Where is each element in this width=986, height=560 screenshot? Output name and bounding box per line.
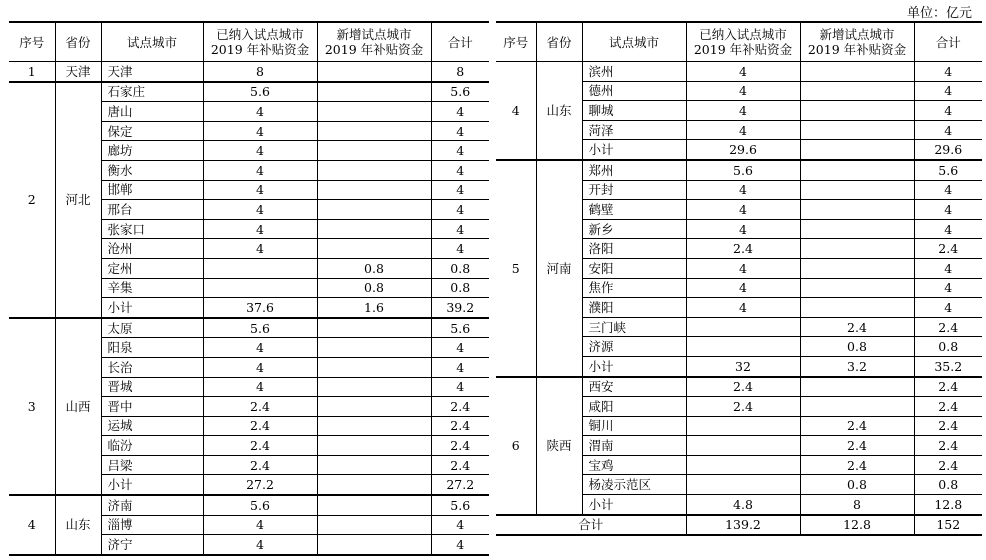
existing-subsidy-cell	[686, 436, 800, 456]
total-cell: 4	[431, 515, 489, 535]
total-cell: 2.4	[914, 239, 982, 259]
city-cell: 咸阳	[582, 397, 686, 417]
header-no: 序号	[496, 22, 536, 62]
header-total: 合计	[431, 22, 489, 62]
total-cell: 8	[431, 62, 489, 82]
total-cell: 4	[431, 180, 489, 200]
total-cell: 35.2	[914, 356, 982, 376]
city-cell: 晋城	[101, 377, 203, 397]
existing-subsidy-cell: 2.4	[203, 416, 317, 436]
city-cell: 小计	[101, 298, 203, 318]
total-cell: 4	[431, 338, 489, 358]
header-city: 试点城市	[101, 22, 203, 62]
existing-subsidy-cell: 4	[686, 180, 800, 200]
city-cell: 沧州	[101, 239, 203, 259]
total-cell: 2.4	[914, 397, 982, 417]
existing-subsidy-cell: 4	[203, 219, 317, 239]
new-subsidy-cell	[317, 121, 431, 141]
new-subsidy-cell: 0.8	[317, 278, 431, 298]
grand-total-total: 152	[914, 515, 982, 536]
total-cell: 2.4	[431, 436, 489, 456]
total-cell: 2.4	[914, 455, 982, 475]
new-subsidy-cell	[317, 180, 431, 200]
header-row	[9, 22, 489, 62]
total-cell: 4	[914, 258, 982, 278]
table-row	[9, 62, 489, 82]
province-cell: 山东	[55, 495, 101, 555]
city-cell: 运城	[101, 416, 203, 436]
province-cell: 河南	[536, 160, 582, 377]
existing-subsidy-cell: 4	[203, 239, 317, 259]
total-cell: 4	[431, 200, 489, 220]
table-row	[496, 377, 982, 397]
total-cell: 4	[431, 102, 489, 122]
city-cell: 开封	[582, 180, 686, 200]
existing-subsidy-cell	[686, 475, 800, 495]
new-subsidy-cell: 0.8	[800, 475, 914, 495]
new-subsidy-cell	[317, 377, 431, 397]
existing-subsidy-cell	[686, 416, 800, 436]
total-cell: 4	[914, 62, 982, 82]
city-cell: 石家庄	[101, 82, 203, 102]
total-cell: 5.6	[914, 160, 982, 180]
existing-subsidy-cell: 4	[203, 357, 317, 377]
city-cell: 郑州	[582, 160, 686, 180]
table-row	[496, 62, 982, 82]
total-cell: 5.6	[431, 82, 489, 102]
city-cell: 吕梁	[101, 455, 203, 475]
total-cell: 4	[431, 160, 489, 180]
existing-subsidy-cell: 4	[203, 338, 317, 358]
city-cell: 长治	[101, 357, 203, 377]
existing-subsidy-cell: 5.6	[203, 82, 317, 102]
new-subsidy-cell	[800, 219, 914, 239]
new-subsidy-cell	[317, 219, 431, 239]
table-row	[496, 160, 982, 180]
new-subsidy-cell	[317, 62, 431, 82]
existing-subsidy-cell	[686, 317, 800, 337]
total-cell: 4	[914, 200, 982, 220]
existing-subsidy-cell: 4	[686, 298, 800, 318]
city-cell: 菏泽	[582, 120, 686, 140]
new-subsidy-cell	[800, 180, 914, 200]
new-subsidy-cell	[317, 357, 431, 377]
city-cell: 小计	[101, 475, 203, 495]
total-cell: 4	[431, 239, 489, 259]
city-cell: 小计	[582, 495, 686, 515]
existing-subsidy-cell	[203, 258, 317, 278]
group-number: 4	[9, 495, 55, 555]
city-cell: 德州	[582, 81, 686, 101]
new-subsidy-cell: 2.4	[800, 416, 914, 436]
existing-subsidy-cell: 4	[203, 535, 317, 555]
new-subsidy-cell	[317, 102, 431, 122]
city-cell: 杨凌示范区	[582, 475, 686, 495]
new-subsidy-cell	[800, 278, 914, 298]
new-subsidy-cell: 2.4	[800, 317, 914, 337]
city-cell: 太原	[101, 318, 203, 338]
city-cell: 济源	[582, 337, 686, 357]
new-subsidy-cell: 8	[800, 495, 914, 515]
city-cell: 阳泉	[101, 338, 203, 358]
existing-subsidy-cell: 2.4	[686, 239, 800, 259]
city-cell: 洛阳	[582, 239, 686, 259]
existing-subsidy-cell: 8	[203, 62, 317, 82]
total-cell: 2.4	[914, 317, 982, 337]
total-cell: 5.6	[431, 318, 489, 338]
total-cell: 4	[914, 298, 982, 318]
table-row	[9, 318, 489, 338]
existing-subsidy-cell: 2.4	[203, 397, 317, 417]
new-subsidy-cell	[800, 160, 914, 180]
existing-subsidy-cell: 4	[203, 200, 317, 220]
existing-subsidy-cell: 4	[686, 200, 800, 220]
total-cell: 0.8	[914, 475, 982, 495]
total-cell: 4	[431, 141, 489, 161]
new-subsidy-cell	[317, 495, 431, 515]
new-subsidy-cell	[800, 62, 914, 82]
city-cell: 天津	[101, 62, 203, 82]
existing-subsidy-cell: 4	[203, 141, 317, 161]
header-total: 合计	[914, 22, 982, 62]
existing-subsidy-cell: 32	[686, 356, 800, 376]
grand-total-label: 合计	[496, 515, 686, 536]
new-subsidy-cell	[317, 82, 431, 102]
existing-subsidy-cell: 5.6	[686, 160, 800, 180]
province-cell: 河北	[55, 82, 101, 318]
new-subsidy-cell	[317, 535, 431, 555]
total-cell: 4	[914, 81, 982, 101]
new-subsidy-cell	[800, 239, 914, 259]
total-cell: 27.2	[431, 475, 489, 495]
total-cell: 4	[431, 377, 489, 397]
new-subsidy-cell	[800, 397, 914, 417]
unit-label: 单位：亿元	[906, 6, 972, 21]
group-number: 6	[496, 377, 536, 515]
existing-subsidy-cell: 29.6	[686, 140, 800, 160]
city-cell: 小计	[582, 140, 686, 160]
city-cell: 济南	[101, 495, 203, 515]
new-subsidy-cell	[317, 416, 431, 436]
province-cell: 陕西	[536, 377, 582, 515]
existing-subsidy-cell: 4	[686, 258, 800, 278]
province-cell: 天津	[55, 62, 101, 82]
total-cell: 2.4	[914, 416, 982, 436]
existing-subsidy-cell: 5.6	[203, 495, 317, 515]
new-subsidy-cell	[317, 239, 431, 259]
new-subsidy-cell	[800, 120, 914, 140]
city-cell: 鹤壁	[582, 200, 686, 220]
new-subsidy-cell: 0.8	[800, 337, 914, 357]
province-cell: 山东	[536, 62, 582, 160]
total-cell: 2.4	[431, 455, 489, 475]
city-cell: 宝鸡	[582, 455, 686, 475]
existing-subsidy-cell: 4	[686, 62, 800, 82]
total-cell: 2.4	[914, 436, 982, 456]
new-subsidy-cell	[800, 140, 914, 160]
table-row	[9, 495, 489, 515]
existing-subsidy-cell	[686, 455, 800, 475]
header-row	[496, 22, 982, 62]
header-new: 新增试点城市 2019 年补贴资金	[800, 22, 914, 62]
city-cell: 唐山	[101, 102, 203, 122]
total-cell: 4	[914, 120, 982, 140]
new-subsidy-cell	[800, 101, 914, 121]
total-cell: 4	[431, 121, 489, 141]
subsidy-table-right	[496, 21, 982, 536]
new-subsidy-cell: 3.2	[800, 356, 914, 376]
existing-subsidy-cell: 4	[686, 278, 800, 298]
total-cell: 4	[431, 535, 489, 555]
subsidy-table-left	[9, 21, 489, 556]
grand-total-new: 12.8	[800, 515, 914, 536]
new-subsidy-cell	[317, 397, 431, 417]
city-cell: 聊城	[582, 101, 686, 121]
header-new: 新增试点城市 2019 年补贴资金	[317, 22, 431, 62]
existing-subsidy-cell: 4	[203, 121, 317, 141]
city-cell: 濮阳	[582, 298, 686, 318]
total-cell: 0.8	[914, 337, 982, 357]
grand-total-existing: 139.2	[686, 515, 800, 536]
group-number: 3	[9, 318, 55, 495]
existing-subsidy-cell: 4	[203, 160, 317, 180]
existing-subsidy-cell: 4	[203, 377, 317, 397]
group-number: 1	[9, 62, 55, 82]
city-cell: 衡水	[101, 160, 203, 180]
existing-subsidy-cell	[686, 337, 800, 357]
new-subsidy-cell	[800, 298, 914, 318]
city-cell: 保定	[101, 121, 203, 141]
existing-subsidy-cell: 4	[203, 102, 317, 122]
new-subsidy-cell	[317, 338, 431, 358]
existing-subsidy-cell: 2.4	[203, 455, 317, 475]
city-cell: 滨州	[582, 62, 686, 82]
new-subsidy-cell	[317, 475, 431, 495]
new-subsidy-cell	[317, 141, 431, 161]
total-cell: 4	[914, 101, 982, 121]
province-cell: 山西	[55, 318, 101, 495]
existing-subsidy-cell: 5.6	[203, 318, 317, 338]
total-cell: 2.4	[431, 397, 489, 417]
total-cell: 4	[431, 357, 489, 377]
city-cell: 邯郸	[101, 180, 203, 200]
city-cell: 临汾	[101, 436, 203, 456]
total-cell: 29.6	[914, 140, 982, 160]
new-subsidy-cell	[317, 515, 431, 535]
total-cell: 4	[914, 180, 982, 200]
new-subsidy-cell	[800, 377, 914, 397]
new-subsidy-cell: 1.6	[317, 298, 431, 318]
city-cell: 邢台	[101, 200, 203, 220]
header-existing: 已纳入试点城市 2019 年补贴资金	[686, 22, 800, 62]
city-cell: 新乡	[582, 219, 686, 239]
city-cell: 小计	[582, 356, 686, 376]
total-cell: 2.4	[431, 416, 489, 436]
city-cell: 焦作	[582, 278, 686, 298]
new-subsidy-cell: 0.8	[317, 258, 431, 278]
existing-subsidy-cell: 4	[686, 219, 800, 239]
header-existing: 已纳入试点城市 2019 年补贴资金	[203, 22, 317, 62]
existing-subsidy-cell: 4	[686, 81, 800, 101]
city-cell: 西安	[582, 377, 686, 397]
new-subsidy-cell	[800, 200, 914, 220]
city-cell: 廊坊	[101, 141, 203, 161]
city-cell: 三门峡	[582, 317, 686, 337]
table-row	[9, 82, 489, 102]
existing-subsidy-cell: 4	[686, 101, 800, 121]
header-province: 省份	[536, 22, 582, 62]
existing-subsidy-cell: 4	[203, 515, 317, 535]
city-cell: 渭南	[582, 436, 686, 456]
total-cell: 4	[914, 219, 982, 239]
new-subsidy-cell: 2.4	[800, 455, 914, 475]
total-cell: 4	[914, 278, 982, 298]
city-cell: 定州	[101, 258, 203, 278]
new-subsidy-cell	[317, 200, 431, 220]
total-cell: 0.8	[431, 258, 489, 278]
existing-subsidy-cell	[203, 278, 317, 298]
new-subsidy-cell	[317, 436, 431, 456]
city-cell: 张家口	[101, 219, 203, 239]
city-cell: 晋中	[101, 397, 203, 417]
total-cell: 39.2	[431, 298, 489, 318]
group-number: 5	[496, 160, 536, 377]
existing-subsidy-cell: 37.6	[203, 298, 317, 318]
total-cell: 12.8	[914, 495, 982, 515]
new-subsidy-cell: 2.4	[800, 436, 914, 456]
existing-subsidy-cell: 27.2	[203, 475, 317, 495]
total-cell: 0.8	[431, 278, 489, 298]
city-cell: 辛集	[101, 278, 203, 298]
new-subsidy-cell	[800, 81, 914, 101]
new-subsidy-cell	[317, 318, 431, 338]
header-city: 试点城市	[582, 22, 686, 62]
new-subsidy-cell	[317, 160, 431, 180]
existing-subsidy-cell: 2.4	[686, 377, 800, 397]
new-subsidy-cell	[317, 455, 431, 475]
existing-subsidy-cell: 2.4	[686, 397, 800, 417]
city-cell: 安阳	[582, 258, 686, 278]
city-cell: 济宁	[101, 535, 203, 555]
total-cell: 5.6	[431, 495, 489, 515]
header-province: 省份	[55, 22, 101, 62]
header-no: 序号	[9, 22, 55, 62]
city-cell: 淄博	[101, 515, 203, 535]
existing-subsidy-cell: 4.8	[686, 495, 800, 515]
city-cell: 铜川	[582, 416, 686, 436]
total-cell: 2.4	[914, 377, 982, 397]
group-number: 2	[9, 82, 55, 318]
grand-total-row	[496, 515, 982, 536]
existing-subsidy-cell: 2.4	[203, 436, 317, 456]
new-subsidy-cell	[800, 258, 914, 278]
group-number: 4	[496, 62, 536, 160]
total-cell: 4	[431, 219, 489, 239]
existing-subsidy-cell: 4	[686, 120, 800, 140]
existing-subsidy-cell: 4	[203, 180, 317, 200]
